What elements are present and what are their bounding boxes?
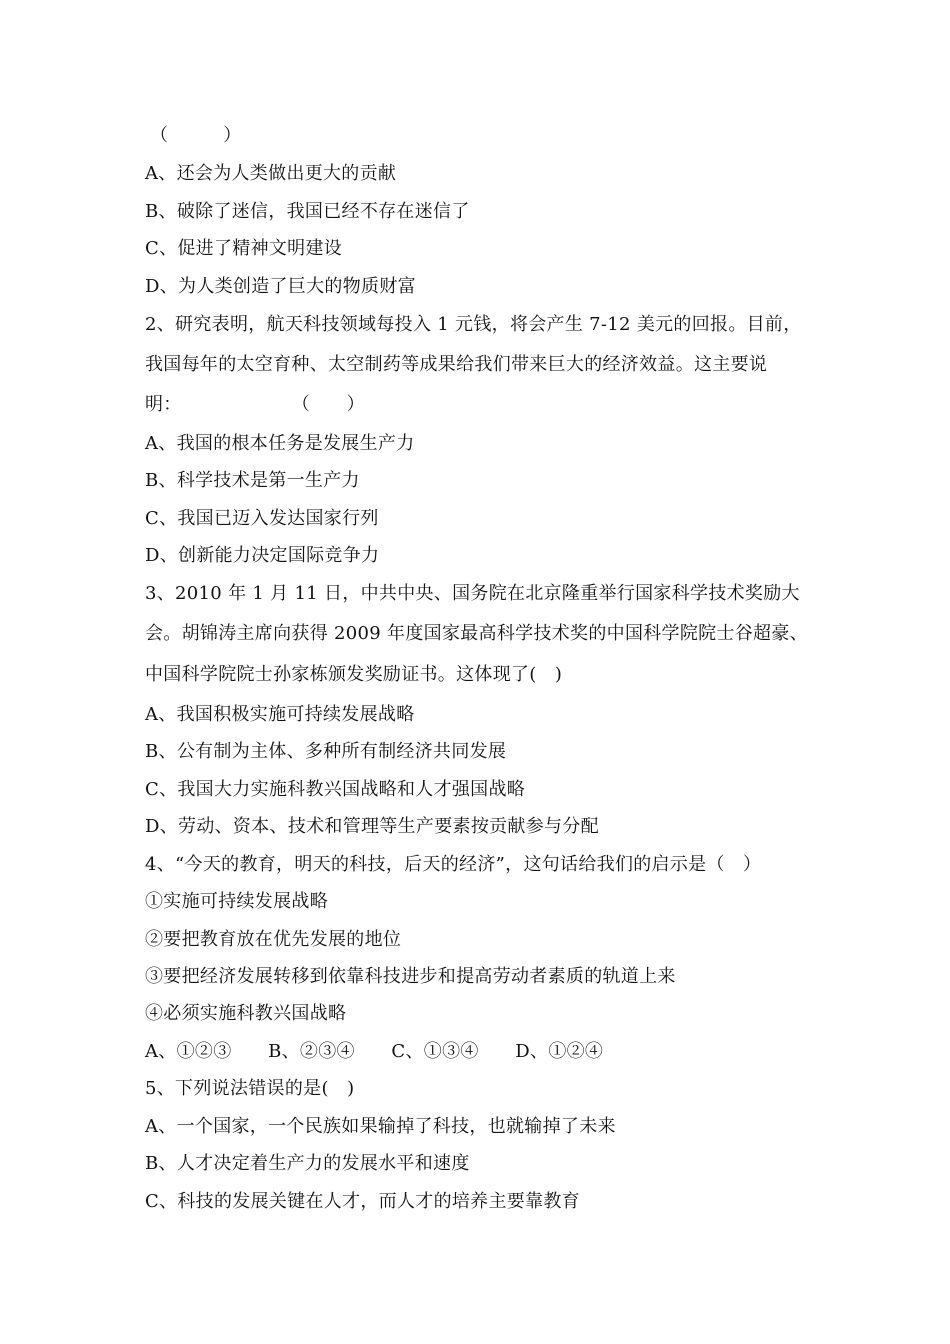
q5-option-b: B、人才决定着生产力的发展水平和速度 <box>145 1153 470 1174</box>
q3-option-a: A、我国积极实施可持续发展战略 <box>145 704 415 725</box>
q4-options: A、①②③ B、②③④ C、①③④ D、①②④ <box>145 1041 604 1062</box>
q5-option-c: C、科技的发展关键在人才，而人才的培养主要靠教育 <box>145 1191 580 1212</box>
q3-option-d: D、劳动、资本、技术和管理等生产要素按贡献参与分配 <box>145 816 599 837</box>
q2-stem-line-2: 我国每年的太空育种、太空制药等成果给我们带来巨大的经济效益。这主要说 <box>145 354 768 375</box>
q1-option-d: D、为人类创造了巨大的物质财富 <box>145 276 416 297</box>
q2-option-d: D、创新能力决定国际竞争力 <box>145 545 380 566</box>
answer-bracket-prev-question: （ ） <box>150 125 242 146</box>
q4-statement-3: ③要把经济发展转移到依靠科技进步和提高劳动者素质的轨道上来 <box>145 966 676 987</box>
q5-stem: 5、下列说法错误的是( ) <box>145 1078 355 1099</box>
q3-stem-line-1: 3、2010 年 1 月 11 日，中共中央、国务院在北京隆重举行国家科学技术奖励大 <box>145 583 800 604</box>
q2-option-a: A、我国的根本任务是发展生产力 <box>145 433 415 454</box>
q4-statement-1: ①实施可持续发展战略 <box>145 891 328 912</box>
q4-statement-2: ②要把教育放在优先发展的地位 <box>145 929 402 950</box>
q2-option-c: C、我国已迈入发达国家行列 <box>145 508 379 529</box>
q3-option-c: C、我国大力实施科教兴国战略和人才强国战略 <box>145 779 526 800</box>
q3-option-b: B、公有制为主体、多种所有制经济共同发展 <box>145 741 507 762</box>
q3-stem-line-2: 会。胡锦涛主席向获得 2009 年度国家最高科学技术奖的中国科学院院士谷超豪、 <box>145 623 808 644</box>
q1-option-a: A、还会为人类做出更大的贡献 <box>145 163 397 184</box>
q2-stem-line-3: 明： （ ） <box>145 394 365 415</box>
q4-statement-4: ④必须实施科教兴国战略 <box>145 1003 347 1024</box>
q1-option-b: B、破除了迷信，我国已经不存在迷信了 <box>145 201 470 222</box>
q2-option-b: B、科学技术是第一生产力 <box>145 470 360 491</box>
q1-option-c: C、促进了精神文明建设 <box>145 238 343 259</box>
q2-stem-line-1: 2、研究表明，航天科技领域每投入 1 元钱，将会产生 7-12 美元的回报。目前， <box>145 314 802 335</box>
q4-stem: 4、“今天的教育，明天的科技，后天的经济”，这句话给我们的启示是（ ） <box>145 854 762 875</box>
q5-option-a: A、一个国家，一个民族如果输掉了科技，也就输掉了未来 <box>145 1116 616 1137</box>
q3-stem-line-3: 中国科学院院士孙家栋颁发奖励证书。这体现了( ) <box>145 664 563 685</box>
